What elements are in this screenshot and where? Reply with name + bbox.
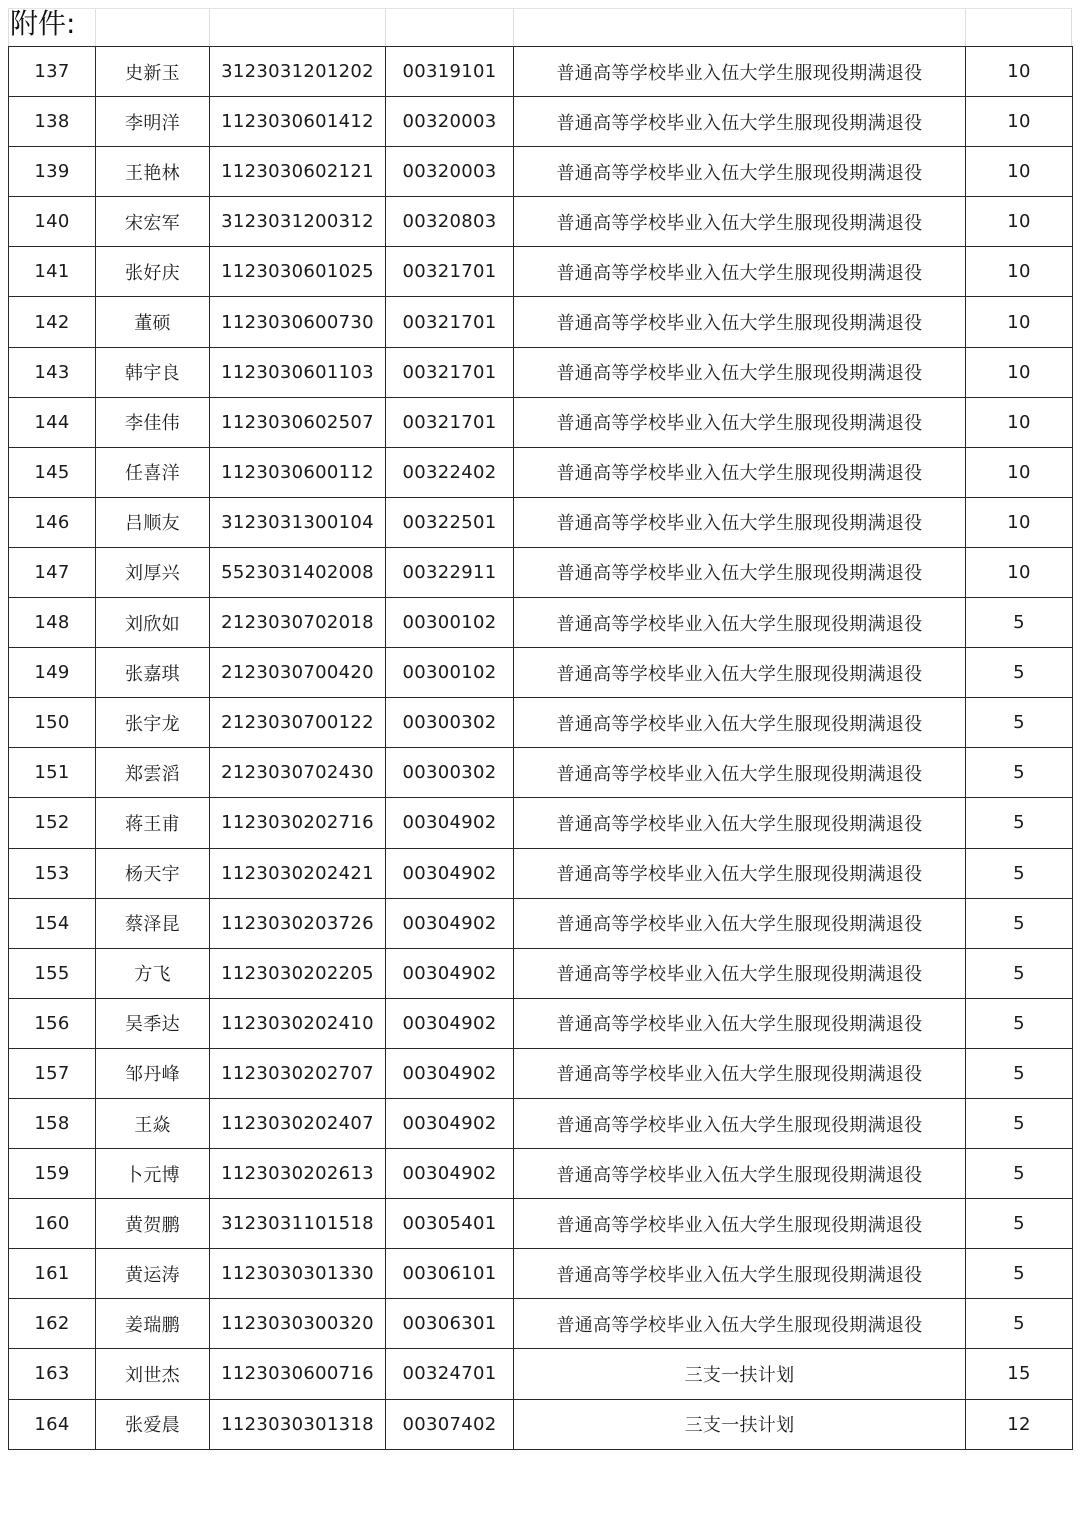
category-cell: 普通高等学校毕业入伍大学生服现役期满退役 <box>514 898 966 948</box>
name-cell: 王焱 <box>96 1098 210 1148</box>
category-cell: 三支一扶计划 <box>514 1399 966 1449</box>
points-cell: 10 <box>966 97 1073 147</box>
table-row <box>9 748 1073 798</box>
name-cell: 王艳林 <box>96 147 210 197</box>
row-number-cell: 147 <box>9 547 96 597</box>
points-cell: 10 <box>966 47 1073 97</box>
exam-id-cell: 1123030202407 <box>210 1098 386 1148</box>
position-code-cell: 00305401 <box>386 1199 514 1249</box>
row-number-cell: 144 <box>9 397 96 447</box>
row-number-cell: 142 <box>9 297 96 347</box>
name-cell: 卜元博 <box>96 1149 210 1199</box>
position-code-cell: 00321701 <box>386 297 514 347</box>
header-row-frame <box>8 8 1072 46</box>
row-number-cell: 160 <box>9 1199 96 1249</box>
header-divider <box>209 9 210 46</box>
row-number-cell: 151 <box>9 748 96 798</box>
table-row <box>9 1048 1073 1098</box>
position-code-cell: 00320003 <box>386 97 514 147</box>
row-number-cell: 163 <box>9 1349 96 1399</box>
exam-id-cell: 1123030602507 <box>210 397 386 447</box>
points-cell: 10 <box>966 347 1073 397</box>
row-number-cell: 158 <box>9 1098 96 1148</box>
position-code-cell: 00322501 <box>386 497 514 547</box>
category-cell: 普通高等学校毕业入伍大学生服现役期满退役 <box>514 547 966 597</box>
points-cell: 5 <box>966 1299 1073 1349</box>
position-code-cell: 00321701 <box>386 247 514 297</box>
row-number-cell: 155 <box>9 948 96 998</box>
row-number-cell: 150 <box>9 698 96 748</box>
points-cell: 5 <box>966 648 1073 698</box>
name-cell: 史新玉 <box>96 47 210 97</box>
exam-id-cell: 1123030202613 <box>210 1149 386 1199</box>
table-row <box>9 948 1073 998</box>
name-cell: 张嘉琪 <box>96 648 210 698</box>
points-cell: 10 <box>966 247 1073 297</box>
position-code-cell: 00304902 <box>386 798 514 848</box>
category-cell: 普通高等学校毕业入伍大学生服现役期满退役 <box>514 998 966 1048</box>
table-row <box>9 247 1073 297</box>
position-code-cell: 00324701 <box>386 1349 514 1399</box>
table-row <box>9 547 1073 597</box>
name-cell: 任喜洋 <box>96 447 210 497</box>
category-cell: 普通高等学校毕业入伍大学生服现役期满退役 <box>514 197 966 247</box>
position-code-cell: 00306101 <box>386 1249 514 1299</box>
exam-id-cell: 1123030202410 <box>210 998 386 1048</box>
name-cell: 刘欣如 <box>96 598 210 648</box>
points-cell: 5 <box>966 898 1073 948</box>
category-cell: 普通高等学校毕业入伍大学生服现役期满退役 <box>514 798 966 848</box>
position-code-cell: 00300302 <box>386 698 514 748</box>
position-code-cell: 00307402 <box>386 1399 514 1449</box>
table-row <box>9 648 1073 698</box>
category-cell: 普通高等学校毕业入伍大学生服现役期满退役 <box>514 1149 966 1199</box>
table-row <box>9 598 1073 648</box>
row-number-cell: 145 <box>9 447 96 497</box>
points-cell: 10 <box>966 197 1073 247</box>
points-cell: 10 <box>966 497 1073 547</box>
points-cell: 10 <box>966 547 1073 597</box>
header-divider <box>95 9 96 46</box>
position-code-cell: 00306301 <box>386 1299 514 1349</box>
exam-id-cell: 2123030700420 <box>210 648 386 698</box>
exam-id-cell: 1123030202421 <box>210 848 386 898</box>
position-code-cell: 00304902 <box>386 998 514 1048</box>
table-row <box>9 998 1073 1048</box>
table-row <box>9 347 1073 397</box>
points-cell: 5 <box>966 598 1073 648</box>
position-code-cell: 00304902 <box>386 898 514 948</box>
name-cell: 韩宇良 <box>96 347 210 397</box>
name-cell: 吕顺友 <box>96 497 210 547</box>
row-number-cell: 162 <box>9 1299 96 1349</box>
table-row <box>9 97 1073 147</box>
category-cell: 普通高等学校毕业入伍大学生服现役期满退役 <box>514 648 966 698</box>
row-number-cell: 139 <box>9 147 96 197</box>
exam-id-cell: 1123030601025 <box>210 247 386 297</box>
row-number-cell: 148 <box>9 598 96 648</box>
points-cell: 5 <box>966 1149 1073 1199</box>
table-row <box>9 147 1073 197</box>
table-row <box>9 1299 1073 1349</box>
exam-id-cell: 3123031201202 <box>210 47 386 97</box>
position-code-cell: 00321701 <box>386 397 514 447</box>
bonus-points-table <box>8 46 1073 1450</box>
name-cell: 黄运涛 <box>96 1249 210 1299</box>
name-cell: 张宇龙 <box>96 698 210 748</box>
category-cell: 普通高等学校毕业入伍大学生服现役期满退役 <box>514 1048 966 1098</box>
position-code-cell: 00304902 <box>386 948 514 998</box>
category-cell: 普通高等学校毕业入伍大学生服现役期满退役 <box>514 297 966 347</box>
row-number-cell: 138 <box>9 97 96 147</box>
category-cell: 普通高等学校毕业入伍大学生服现役期满退役 <box>514 948 966 998</box>
position-code-cell: 00300302 <box>386 748 514 798</box>
points-cell: 5 <box>966 1249 1073 1299</box>
position-code-cell: 00322911 <box>386 547 514 597</box>
position-code-cell: 00321701 <box>386 347 514 397</box>
exam-id-cell: 1123030202716 <box>210 798 386 848</box>
position-code-cell: 00319101 <box>386 47 514 97</box>
row-number-cell: 161 <box>9 1249 96 1299</box>
category-cell: 普通高等学校毕业入伍大学生服现役期满退役 <box>514 748 966 798</box>
category-cell: 普通高等学校毕业入伍大学生服现役期满退役 <box>514 497 966 547</box>
position-code-cell: 00304902 <box>386 1149 514 1199</box>
name-cell: 蒋王甫 <box>96 798 210 848</box>
position-code-cell: 00300102 <box>386 648 514 698</box>
name-cell: 李明洋 <box>96 97 210 147</box>
exam-id-cell: 1123030202205 <box>210 948 386 998</box>
row-number-cell: 159 <box>9 1149 96 1199</box>
position-code-cell: 00304902 <box>386 1048 514 1098</box>
exam-id-cell: 2123030702430 <box>210 748 386 798</box>
row-number-cell: 157 <box>9 1048 96 1098</box>
exam-id-cell: 5523031402008 <box>210 547 386 597</box>
attachment-label: 附件: <box>10 7 76 40</box>
exam-id-cell: 1123030600112 <box>210 447 386 497</box>
exam-id-cell: 1123030301330 <box>210 1249 386 1299</box>
category-cell: 普通高等学校毕业入伍大学生服现役期满退役 <box>514 848 966 898</box>
points-cell: 5 <box>966 748 1073 798</box>
row-number-cell: 152 <box>9 798 96 848</box>
name-cell: 黄贺鹏 <box>96 1199 210 1249</box>
name-cell: 董硕 <box>96 297 210 347</box>
exam-id-cell: 1123030202707 <box>210 1048 386 1098</box>
exam-id-cell: 3123031300104 <box>210 497 386 547</box>
row-number-cell: 156 <box>9 998 96 1048</box>
table-row <box>9 848 1073 898</box>
category-cell: 普通高等学校毕业入伍大学生服现役期满退役 <box>514 447 966 497</box>
name-cell: 方飞 <box>96 948 210 998</box>
points-cell: 5 <box>966 1048 1073 1098</box>
header-divider <box>385 9 386 46</box>
exam-id-cell: 1123030602121 <box>210 147 386 197</box>
table-row <box>9 197 1073 247</box>
exam-id-cell: 3123031200312 <box>210 197 386 247</box>
category-cell: 普通高等学校毕业入伍大学生服现役期满退役 <box>514 147 966 197</box>
category-cell: 普通高等学校毕业入伍大学生服现役期满退役 <box>514 1299 966 1349</box>
category-cell: 普通高等学校毕业入伍大学生服现役期满退役 <box>514 97 966 147</box>
table-row <box>9 1098 1073 1148</box>
row-number-cell: 164 <box>9 1399 96 1449</box>
row-number-cell: 137 <box>9 47 96 97</box>
name-cell: 邹丹峰 <box>96 1048 210 1098</box>
row-number-cell: 149 <box>9 648 96 698</box>
points-cell: 10 <box>966 447 1073 497</box>
category-cell: 三支一扶计划 <box>514 1349 966 1399</box>
points-cell: 5 <box>966 798 1073 848</box>
table-body <box>9 47 1073 1450</box>
exam-id-cell: 1123030601103 <box>210 347 386 397</box>
table-row <box>9 1199 1073 1249</box>
exam-id-cell: 2123030700122 <box>210 698 386 748</box>
position-code-cell: 00304902 <box>386 848 514 898</box>
category-cell: 普通高等学校毕业入伍大学生服现役期满退役 <box>514 1199 966 1249</box>
points-cell: 10 <box>966 297 1073 347</box>
points-cell: 5 <box>966 698 1073 748</box>
table-row <box>9 898 1073 948</box>
row-number-cell: 140 <box>9 197 96 247</box>
name-cell: 刘世杰 <box>96 1349 210 1399</box>
points-cell: 5 <box>966 1199 1073 1249</box>
header-divider <box>965 9 966 46</box>
category-cell: 普通高等学校毕业入伍大学生服现役期满退役 <box>514 698 966 748</box>
table-row <box>9 698 1073 748</box>
name-cell: 郑雲滔 <box>96 748 210 798</box>
row-number-cell: 143 <box>9 347 96 397</box>
points-cell: 5 <box>966 948 1073 998</box>
name-cell: 杨天宇 <box>96 848 210 898</box>
row-number-cell: 141 <box>9 247 96 297</box>
exam-id-cell: 1123030600716 <box>210 1349 386 1399</box>
row-number-cell: 146 <box>9 497 96 547</box>
row-number-cell: 154 <box>9 898 96 948</box>
category-cell: 普通高等学校毕业入伍大学生服现役期满退役 <box>514 1249 966 1299</box>
table-row <box>9 1399 1073 1449</box>
table-row <box>9 297 1073 347</box>
exam-id-cell: 2123030702018 <box>210 598 386 648</box>
exam-id-cell: 1123030601412 <box>210 97 386 147</box>
points-cell: 5 <box>966 1098 1073 1148</box>
name-cell: 张好庆 <box>96 247 210 297</box>
table-row <box>9 1249 1073 1299</box>
position-code-cell: 00304902 <box>386 1098 514 1148</box>
category-cell: 普通高等学校毕业入伍大学生服现役期满退役 <box>514 347 966 397</box>
name-cell: 张爱晨 <box>96 1399 210 1449</box>
name-cell: 吴季达 <box>96 998 210 1048</box>
position-code-cell: 00320003 <box>386 147 514 197</box>
points-cell: 12 <box>966 1399 1073 1449</box>
exam-id-cell: 1123030600730 <box>210 297 386 347</box>
position-code-cell: 00320803 <box>386 197 514 247</box>
points-cell: 10 <box>966 147 1073 197</box>
points-cell: 10 <box>966 397 1073 447</box>
exam-id-cell: 1123030203726 <box>210 898 386 948</box>
exam-id-cell: 1123030301318 <box>210 1399 386 1449</box>
category-cell: 普通高等学校毕业入伍大学生服现役期满退役 <box>514 1098 966 1148</box>
header-divider <box>513 9 514 46</box>
table-row <box>9 447 1073 497</box>
table-row <box>9 397 1073 447</box>
category-cell: 普通高等学校毕业入伍大学生服现役期满退役 <box>514 397 966 447</box>
points-cell: 15 <box>966 1349 1073 1399</box>
exam-id-cell: 3123031101518 <box>210 1199 386 1249</box>
name-cell: 刘厚兴 <box>96 547 210 597</box>
name-cell: 李佳伟 <box>96 397 210 447</box>
position-code-cell: 00322402 <box>386 447 514 497</box>
name-cell: 宋宏军 <box>96 197 210 247</box>
points-cell: 5 <box>966 848 1073 898</box>
exam-id-cell: 1123030300320 <box>210 1299 386 1349</box>
category-cell: 普通高等学校毕业入伍大学生服现役期满退役 <box>514 598 966 648</box>
category-cell: 普通高等学校毕业入伍大学生服现役期满退役 <box>514 247 966 297</box>
table-row <box>9 1149 1073 1199</box>
table-row <box>9 47 1073 97</box>
category-cell: 普通高等学校毕业入伍大学生服现役期满退役 <box>514 47 966 97</box>
name-cell: 蔡泽昆 <box>96 898 210 948</box>
table-row <box>9 1349 1073 1399</box>
position-code-cell: 00300102 <box>386 598 514 648</box>
table-row <box>9 798 1073 848</box>
name-cell: 姜瑞鹏 <box>96 1299 210 1349</box>
table-row <box>9 497 1073 547</box>
points-cell: 5 <box>966 998 1073 1048</box>
row-number-cell: 153 <box>9 848 96 898</box>
